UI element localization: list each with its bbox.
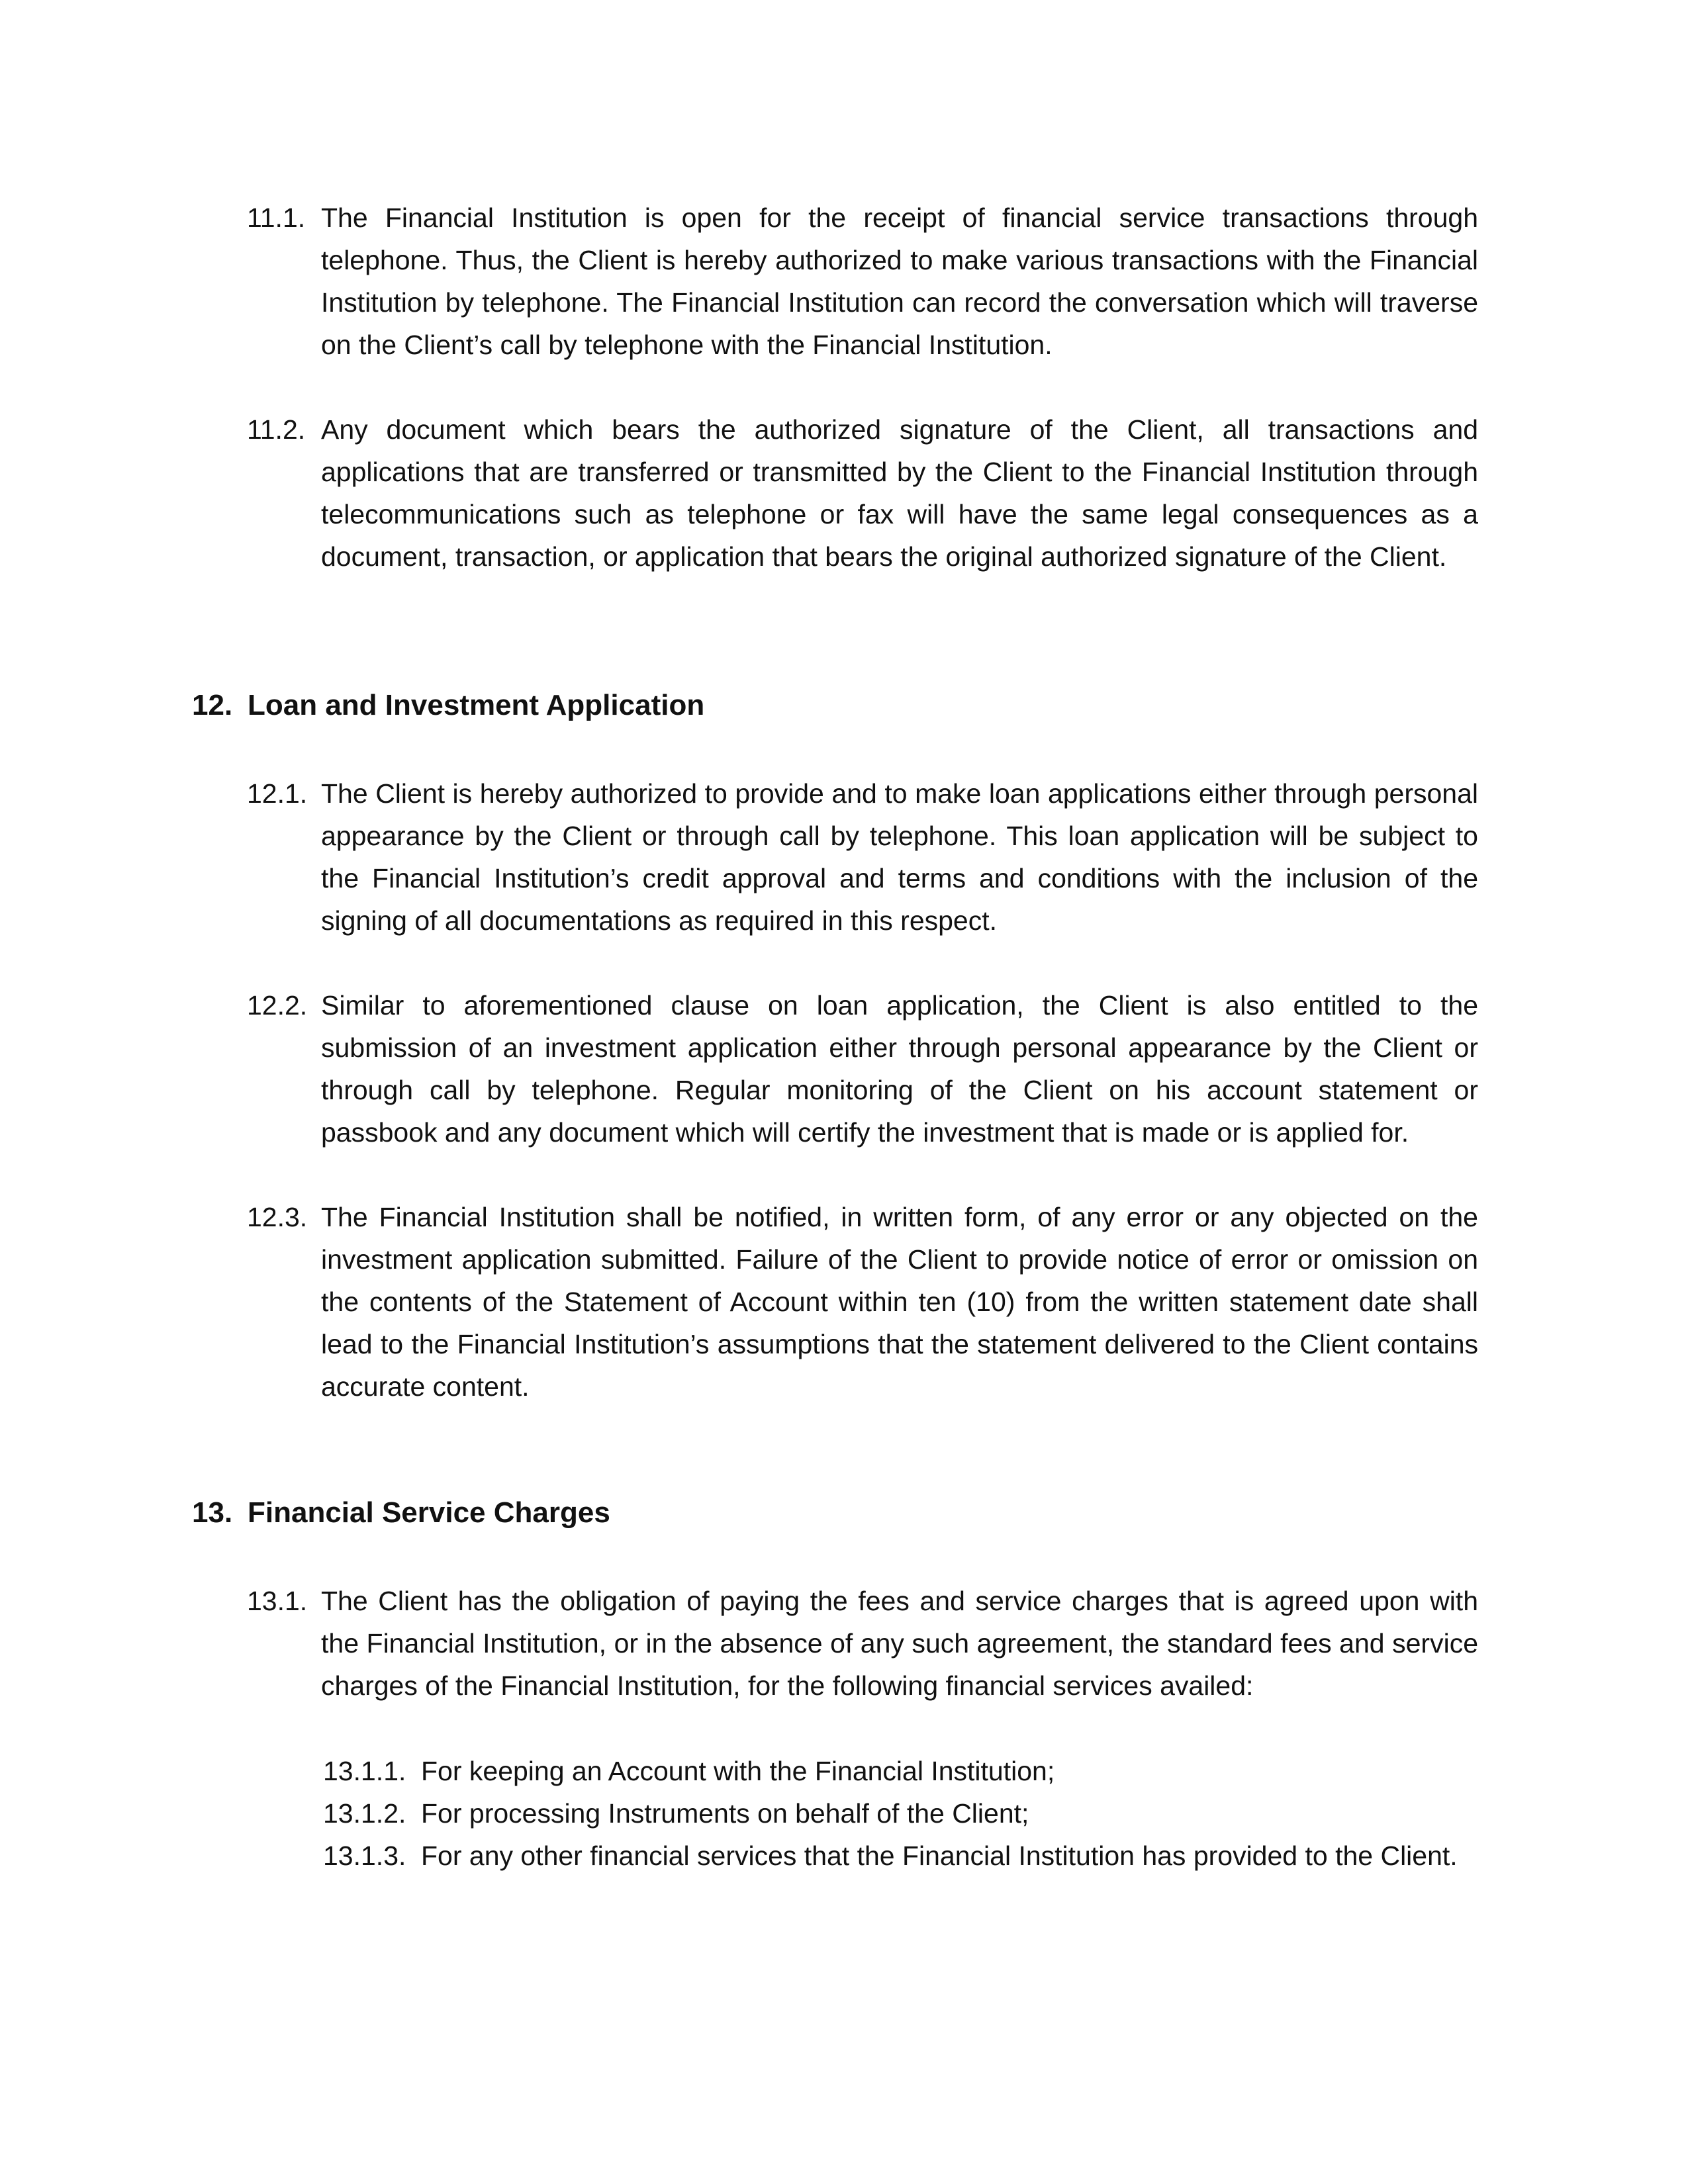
subitem-number: 13.1.2. xyxy=(323,1798,406,1829)
subitem-number: 13.1.1. xyxy=(323,1756,406,1786)
section-title: Loan and Investment Application xyxy=(248,689,705,721)
subitem-13-1-1 xyxy=(323,1750,1055,1792)
subitem-text: For keeping an Account with the Financial Institution; xyxy=(421,1756,1055,1786)
subitem-text: For any other financial services that the Financial Institution has provided to the Client. xyxy=(421,1841,1458,1871)
clause-text: The Client has the obligation of paying the fees and service charges that is agreed upon with the Financial Institution, or in the absence of any such agreement, the standard fees and service charges of the Financial Institution, for the following financial services availed: xyxy=(321,1586,1478,1701)
subitem-number: 13.1.3. xyxy=(323,1841,406,1871)
subitem-13-1-2 xyxy=(323,1792,1029,1835)
clause-12-1 xyxy=(247,772,1478,942)
clause-text: The Financial Institution shall be notified, in written form, of any error or any objected on the investment application submitted. Failure of the Client to provide notice of error or omission on the contents of the Statement of Account within ten (10) from the written statement date shall lead to the Financial Institution’s assumptions that the statement delivered to the Client contains accurate content. xyxy=(321,1202,1478,1402)
section-number: 13. xyxy=(192,1496,233,1529)
section-number: 12. xyxy=(192,689,233,721)
clause-13-1 xyxy=(247,1580,1478,1707)
section-title: Financial Service Charges xyxy=(248,1496,610,1529)
clause-text: The Financial Institution is open for the receipt of financial service transactions through telephone. Thus, the Client is hereby authorized to make various transactions with the Financial Institution by telephone. The Financial Institution can record the conversation which will traverse on the Client’s call by telephone with the Financial Institution. xyxy=(321,203,1478,360)
clause-text: Any document which bears the authorized signature of the Client, all transactions and applications that are transferred or transmitted by the Client to the Financial Institution through telecommunications such as telephone or fax will have the same legal consequences as a document, transaction, or application that bears the original authorized signature of the Client. xyxy=(321,414,1478,572)
clause-number: 12.1. xyxy=(247,778,308,809)
clause-number: 12.3. xyxy=(247,1202,308,1232)
subitem-text: For processing Instruments on behalf of the Client; xyxy=(421,1798,1029,1829)
clause-12-3 xyxy=(247,1196,1478,1408)
clause-text: The Client is hereby authorized to provide and to make loan applications either through personal appearance by the Client or through call by telephone. This loan application will be subject to the Financial Institution’s credit approval and terms and conditions with the inclusion of the signing of all documentations as required in this respect. xyxy=(321,778,1478,936)
clause-number: 11.2. xyxy=(247,414,306,445)
clause-number: 12.2. xyxy=(247,990,308,1021)
section-heading-13 xyxy=(192,1492,610,1534)
clause-11-1 xyxy=(247,197,1478,366)
clause-number: 11.1. xyxy=(247,203,306,233)
clause-12-2 xyxy=(247,984,1478,1154)
clause-text: Similar to aforementioned clause on loan application, the Client is also entitled to the submission of an investment application either through personal appearance by the Client or through call by telephone. Regular monitoring of the Client on his account statement or passbook and any document which will certify the investment that is made or is applied for. xyxy=(321,990,1478,1148)
section-heading-12 xyxy=(192,684,704,727)
clause-11-2 xyxy=(247,408,1478,578)
clause-number: 13.1. xyxy=(247,1586,308,1616)
subitem-13-1-3 xyxy=(323,1835,1458,1877)
